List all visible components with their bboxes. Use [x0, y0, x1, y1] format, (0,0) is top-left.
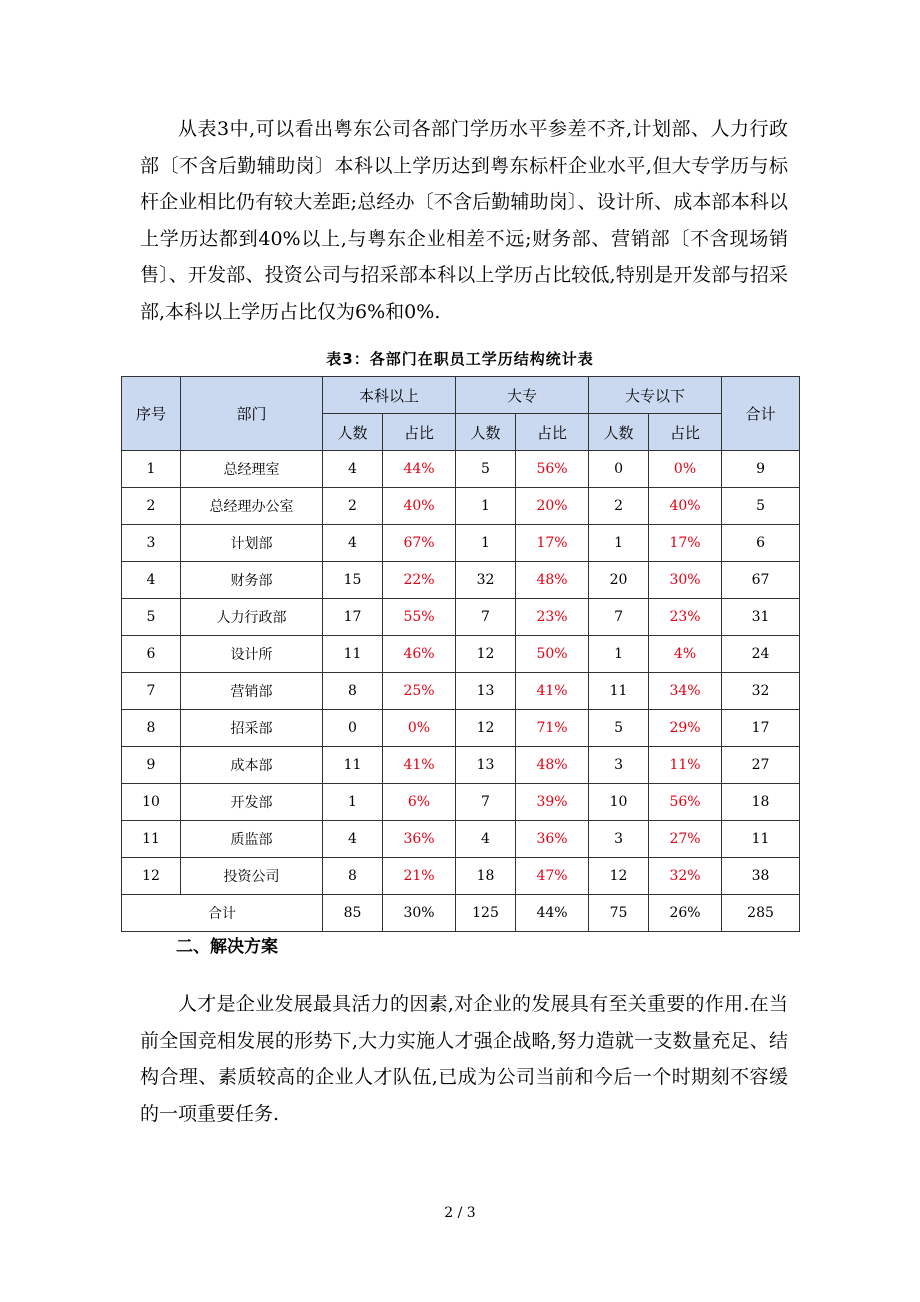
cell-dept: 人力行政部 [181, 599, 323, 636]
cell-below-count: 3 [589, 821, 649, 858]
cell-below-count: 10 [589, 784, 649, 821]
table-row [122, 562, 800, 599]
table-row [122, 710, 800, 747]
cell-total: 24 [722, 636, 800, 673]
cell-total: 67 [722, 562, 800, 599]
header-ratio: 占比 [649, 414, 722, 451]
cell-bachelor-count: 0 [323, 710, 383, 747]
cell-total: 27 [722, 747, 800, 784]
table-row [122, 784, 800, 821]
cell-college-count: 7 [456, 599, 516, 636]
total-college-count: 125 [456, 895, 516, 932]
cell-total: 18 [722, 784, 800, 821]
cell-below-count: 7 [589, 599, 649, 636]
page-number: 2 / 3 [444, 1205, 476, 1221]
header-dept: 部门 [181, 377, 323, 451]
cell-below-ratio: 17% [649, 525, 722, 562]
total-college-ratio: 44% [516, 895, 589, 932]
cell-bachelor-ratio: 46% [383, 636, 456, 673]
cell-seq: 5 [122, 599, 181, 636]
solution-paragraph: 人才是企业发展最具活力的因素,对企业的发展具有至关重要的作用.在当前全国竞相发展的形势下,大力实施人才强企战略,努力造就一支数量充足、结构合理、素质较高的企业人才队伍,已成为公司当前和今后一个时期刻不容缓的一项重要任务. [140, 993, 788, 1125]
table-row [122, 673, 800, 710]
cell-below-count: 12 [589, 858, 649, 895]
cell-below-ratio: 40% [649, 488, 722, 525]
cell-below-ratio: 0% [649, 451, 722, 488]
cell-below-count: 5 [589, 710, 649, 747]
cell-college-count: 7 [456, 784, 516, 821]
cell-bachelor-count: 2 [323, 488, 383, 525]
section-heading: 二、解决方案 [176, 937, 278, 957]
cell-dept: 总经理办公室 [181, 488, 323, 525]
cell-total: 5 [722, 488, 800, 525]
cell-bachelor-ratio: 41% [383, 747, 456, 784]
cell-college-ratio: 36% [516, 821, 589, 858]
cell-seq: 4 [122, 562, 181, 599]
cell-below-ratio: 30% [649, 562, 722, 599]
cell-college-count: 32 [456, 562, 516, 599]
cell-bachelor-ratio: 6% [383, 784, 456, 821]
cell-total: 11 [722, 821, 800, 858]
cell-college-ratio: 48% [516, 562, 589, 599]
cell-college-count: 1 [456, 525, 516, 562]
table-row [122, 636, 800, 673]
cell-college-count: 12 [456, 710, 516, 747]
header-total: 合计 [722, 377, 800, 451]
header-ratio: 占比 [516, 414, 589, 451]
cell-bachelor-count: 4 [323, 451, 383, 488]
total-bachelor-count: 85 [323, 895, 383, 932]
cell-below-ratio: 23% [649, 599, 722, 636]
cell-total: 9 [722, 451, 800, 488]
cell-bachelor-ratio: 21% [383, 858, 456, 895]
cell-bachelor-ratio: 22% [383, 562, 456, 599]
header-seq: 序号 [122, 377, 181, 451]
cell-college-ratio: 50% [516, 636, 589, 673]
cell-seq: 9 [122, 747, 181, 784]
cell-dept: 设计所 [181, 636, 323, 673]
cell-college-ratio: 20% [516, 488, 589, 525]
cell-total: 31 [722, 599, 800, 636]
cell-dept: 成本部 [181, 747, 323, 784]
cell-below-ratio: 27% [649, 821, 722, 858]
cell-below-count: 0 [589, 451, 649, 488]
cell-below-ratio: 4% [649, 636, 722, 673]
cell-bachelor-ratio: 0% [383, 710, 456, 747]
cell-college-count: 1 [456, 488, 516, 525]
cell-total: 32 [722, 673, 800, 710]
table-row [122, 488, 800, 525]
intro-paragraph: 从表3中,可以看出粤东公司各部门学历水平参差不齐,计划部、人力行政部〔不含后勤辅助岗〕本科以上学历达到粤东标杆企业水平,但大专学历与标杆企业相比仍有较大差距;总经办〔不含后勤辅助岗〕、设计所、成本部本科以上学历达都到40%以上,与粤东企业相差不远;财务部、营销部〔不含现场销售〕、开发部、投资公司与招采部本科以上学历占比较低,特别是开发部与招采部,本科以上学历占比仅为6%和0%. [140, 118, 788, 323]
header-count: 人数 [589, 414, 649, 451]
cell-below-count: 2 [589, 488, 649, 525]
cell-college-ratio: 17% [516, 525, 589, 562]
cell-below-ratio: 11% [649, 747, 722, 784]
cell-dept: 投资公司 [181, 858, 323, 895]
cell-below-ratio: 32% [649, 858, 722, 895]
cell-below-count: 1 [589, 525, 649, 562]
cell-college-count: 12 [456, 636, 516, 673]
header-group-college: 大专 [456, 377, 589, 414]
cell-dept: 营销部 [181, 673, 323, 710]
cell-bachelor-ratio: 44% [383, 451, 456, 488]
cell-below-count: 1 [589, 636, 649, 673]
cell-dept: 总经理室 [181, 451, 323, 488]
cell-bachelor-ratio: 67% [383, 525, 456, 562]
cell-bachelor-count: 8 [323, 858, 383, 895]
table-row [122, 525, 800, 562]
total-bachelor-ratio: 30% [383, 895, 456, 932]
cell-bachelor-ratio: 55% [383, 599, 456, 636]
cell-college-ratio: 41% [516, 673, 589, 710]
cell-seq: 11 [122, 821, 181, 858]
cell-bachelor-count: 1 [323, 784, 383, 821]
cell-below-count: 11 [589, 673, 649, 710]
table-row [122, 599, 800, 636]
total-below-count: 75 [589, 895, 649, 932]
header-group-below: 大专以下 [589, 377, 722, 414]
header-group-bachelor: 本科以上 [323, 377, 456, 414]
cell-below-ratio: 29% [649, 710, 722, 747]
table-caption: 表3：各部门在职员工学历结构统计表 [326, 350, 594, 368]
cell-bachelor-ratio: 40% [383, 488, 456, 525]
cell-seq: 3 [122, 525, 181, 562]
cell-college-ratio: 23% [516, 599, 589, 636]
total-all: 285 [722, 895, 800, 932]
table-row [122, 747, 800, 784]
cell-bachelor-count: 11 [323, 636, 383, 673]
cell-dept: 财务部 [181, 562, 323, 599]
cell-dept: 开发部 [181, 784, 323, 821]
cell-below-ratio: 56% [649, 784, 722, 821]
cell-seq: 8 [122, 710, 181, 747]
cell-bachelor-count: 4 [323, 821, 383, 858]
header-count: 人数 [323, 414, 383, 451]
cell-college-count: 5 [456, 451, 516, 488]
cell-seq: 2 [122, 488, 181, 525]
cell-below-count: 3 [589, 747, 649, 784]
total-below-ratio: 26% [649, 895, 722, 932]
header-count: 人数 [456, 414, 516, 451]
cell-bachelor-count: 4 [323, 525, 383, 562]
header-ratio: 占比 [383, 414, 456, 451]
table-row [122, 451, 800, 488]
cell-college-ratio: 56% [516, 451, 589, 488]
cell-college-ratio: 48% [516, 747, 589, 784]
cell-college-count: 4 [456, 821, 516, 858]
cell-dept: 招采部 [181, 710, 323, 747]
cell-college-count: 13 [456, 747, 516, 784]
total-label: 合计 [122, 895, 323, 932]
cell-seq: 7 [122, 673, 181, 710]
cell-college-count: 18 [456, 858, 516, 895]
cell-seq: 12 [122, 858, 181, 895]
cell-seq: 10 [122, 784, 181, 821]
cell-bachelor-count: 15 [323, 562, 383, 599]
table-total-row [122, 895, 800, 932]
cell-dept: 计划部 [181, 525, 323, 562]
cell-college-ratio: 47% [516, 858, 589, 895]
cell-seq: 1 [122, 451, 181, 488]
education-stats-table [121, 376, 800, 932]
cell-bachelor-count: 8 [323, 673, 383, 710]
cell-below-ratio: 34% [649, 673, 722, 710]
cell-bachelor-ratio: 25% [383, 673, 456, 710]
cell-total: 38 [722, 858, 800, 895]
table-row [122, 821, 800, 858]
cell-college-ratio: 39% [516, 784, 589, 821]
cell-total: 17 [722, 710, 800, 747]
cell-bachelor-count: 11 [323, 747, 383, 784]
cell-college-ratio: 71% [516, 710, 589, 747]
cell-dept: 质监部 [181, 821, 323, 858]
cell-seq: 6 [122, 636, 181, 673]
cell-total: 6 [722, 525, 800, 562]
cell-bachelor-ratio: 36% [383, 821, 456, 858]
cell-below-count: 20 [589, 562, 649, 599]
cell-bachelor-count: 17 [323, 599, 383, 636]
table-row [122, 858, 800, 895]
cell-college-count: 13 [456, 673, 516, 710]
table-body [122, 451, 800, 932]
